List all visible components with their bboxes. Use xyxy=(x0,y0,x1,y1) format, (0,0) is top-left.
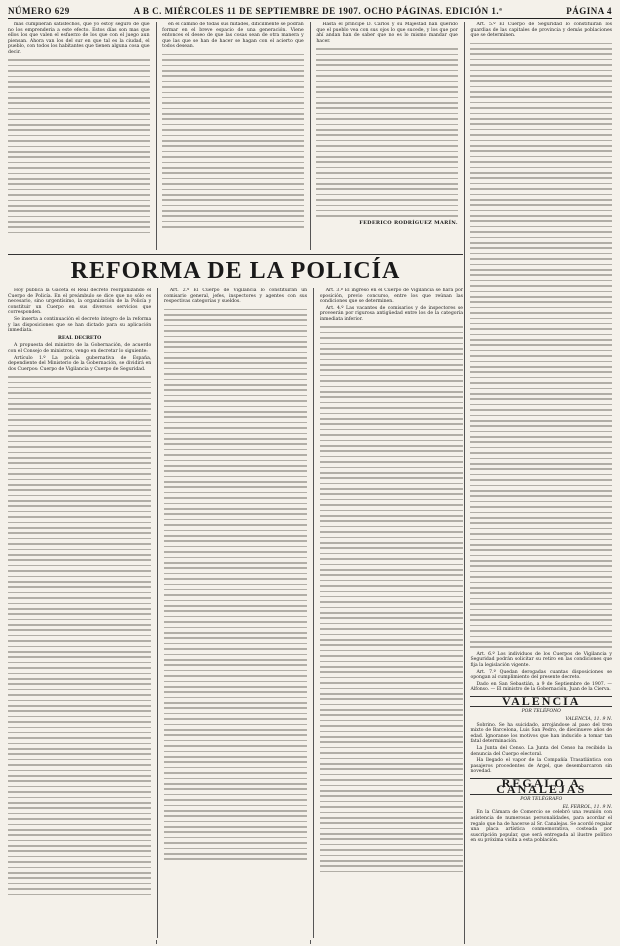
masthead-center: A B C. MIÉRCOLES 11 DE SEPTIEMBRE DE 1907. OCHO PÁGINAS. EDICIÓN 1.ª xyxy=(133,6,503,16)
policia-closing: Dado en San Sebastián, a 9 de Septiembre de 1907. — Alfonso. — El ministro de la Gobernación, Juan de la Cierva. xyxy=(470,681,613,693)
policia-art7: Art. 7.º Quedan derogadas cuantas disposiciones se opongan al cumplimiento del presente decreto. xyxy=(470,669,613,681)
policia-p1: Hoy publica la Gaceta el Real decreto reorganizando el Cuerpo de Policía. En el preámbulo se dice que no sólo es necesario, sino urgentísimo, la organización de la Policía y constituir un Cuerpo en sus diversos servicios que corresponden. xyxy=(8,288,152,316)
policia-art2: Art. 2.º El Cuerpo de Vigilancia lo constituirán un comisario general, jefes, inspectores y agentes con sus respectivas categorías y sueldos. xyxy=(163,288,308,305)
valencia-p2: La Junta del Censo. La Junta del Censo ha recibido la denuncia del Cuerpo electoral. xyxy=(470,746,613,757)
issue-number: NÚMERO 629 xyxy=(8,6,70,16)
policia-title: REFORMA DE LA POLICÍA xyxy=(8,254,463,284)
top-article-col2: en el camino de todas sus mitades, difícilmente se podrán formar en el breve espacio de una generación. Viene entonces el deseo de que las cosas sean de otra manera y que las que se han de hacer se hagan con el acierto que todos desean. xyxy=(162,22,304,50)
article-signature: FEDERICO RODRÍGUEZ MARÍN. xyxy=(359,219,458,226)
canalejas-sub: POR TELÉGRAFO xyxy=(520,797,563,803)
valencia-heading: VALENCIA xyxy=(470,696,612,708)
policia-col-b xyxy=(164,288,307,938)
valencia-dateline: VALENCIA, 11. 9 N. xyxy=(565,717,613,723)
column-4 xyxy=(470,22,612,944)
policia-col-a xyxy=(8,288,151,938)
masthead xyxy=(8,6,612,19)
top-article-col3: Hasta el príncipe D. Carlos y su Majestad han querido que el pueblo vea con sus ojos lo que sucede, y los que por ahí andan han de saber que no es lo mismo mandar que hacer. xyxy=(316,22,458,44)
policia-section xyxy=(8,250,463,940)
valencia-p3: Ha llegado el vapor de la Compañía Trasatlántica con pasajeros procedentes de Argel, que desembarcaron sin novedad. xyxy=(470,758,613,775)
policia-p3: A propuesta del ministro de la Gobernación, de acuerdo con el Consejo de ministros, vengo en decretar lo siguiente: xyxy=(8,343,152,354)
policia-art3: Art. 3.º El ingreso en el Cuerpo de Vigilancia se hará por oposición, previo concurso, entre los que reúnan las condiciones que se determinen. xyxy=(319,288,463,305)
valencia-p1: Sobrino. Se ha suicidado, arrojándose al paso del tren mixto de Barcelona, Luis San Pedro, de diecinueve años de edad. Ignoranse los motivos que han inducido a tomar tan fatal determinación. xyxy=(470,722,613,745)
top-article-col1: más cumplieran satisfechos, que yo estoy seguro de que no los emprenderia a este efecto. Estos días son mas que ellos los que valen el esfuerzo de los que con el juego aun piensan. Ahora van los del sur en que tal es la ciudad, el pueblo, con todos los habitantes que tienen alguna cosa que decir. xyxy=(8,22,150,55)
policia-art1: Artículo 1.º La policía gubernativa de España, dependiente del Ministerio de la Gobernación, se dividirá en dos Cuerpos: Cuerpo de Vigilancia y Cuerpo de Seguridad. xyxy=(8,355,152,372)
policia-col-c xyxy=(320,288,463,938)
valencia-sub: POR TELÉFONO xyxy=(521,709,561,715)
policia-art6: Art. 6.º Los individuos de los Cuerpos de Vigilancia y Seguridad podrán solicitar su retiro en las condiciones que fija la legislación vigente. xyxy=(470,651,613,668)
policia-art4: Art. 4.º Las vacantes de comisarios y de inspectores se proveerán por rigurosa antigüedad entre los de la categoría inmediata inferior. xyxy=(319,305,463,322)
canalejas-heading: REGALO A CANALEJAS xyxy=(470,778,612,795)
policia-art5: Art. 5.º El Cuerpo de Seguridad lo constituirán los guardias de las capitales de provincia y demás poblaciones que se determinen. xyxy=(470,22,613,39)
canalejas-p1: En la Cámara de Comercio se celebró una reunión con asistencia de numerosas personalidades, para acordar el regalo que ha de hacerse al Sr. Canalejas. Se acordó regalar una placa artística conmemorativa, costeada por suscripción popular, que será entregada al ilustre político en su próxima visita a esta población. xyxy=(470,810,613,844)
page-number: PÁGINA 4 xyxy=(566,6,612,16)
decree-heading: REAL DECRETO xyxy=(57,334,102,341)
canalejas-dateline: EL FERROL, 11. 9 N. xyxy=(562,804,613,810)
policia-p2: Se inserta a continuación el decreto íntegro de la reforma y las disposiciones que se han dictado para su aplicación inmediata. xyxy=(8,316,152,334)
